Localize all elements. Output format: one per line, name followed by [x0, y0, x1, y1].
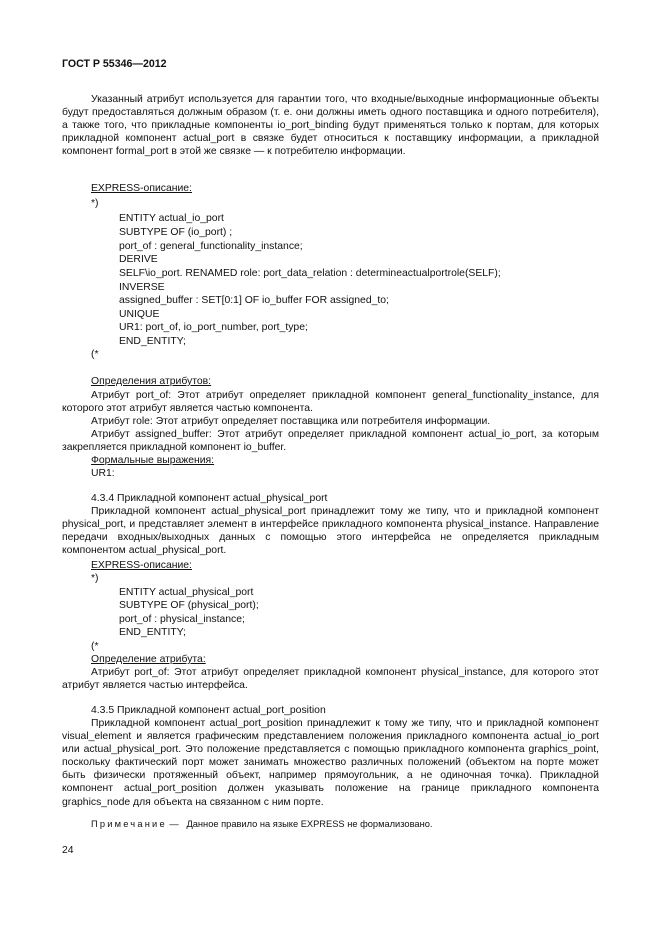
intro-paragraph: Указанный атрибут используется для гарантии того, что входные/выходные информационные объекты будут предоставляться должным образом (т. е. они должны иметь одного поставщика и одного потребителя), а также того, что прикладные компоненты io_port_binding будут применяться только к портам, для которых прикладной компонент actual_port в связке будет относиться к поставщику информации, а прикладной компонент formal_port в этой же связке — к потребителю информации.: [62, 94, 599, 158]
express-open-1: *): [91, 198, 99, 209]
note-dash: —: [169, 819, 179, 829]
def-port-of: Атрибут port_of: Этот атрибут определяет прикладной компонент general_functionality_instance, для которого этот атрибут является частью компонента.: [62, 390, 599, 415]
code-line: assigned_buffer : SET[0:1] OF io_buffer FOR assigned_to;: [119, 295, 389, 306]
code-line: ENTITY actual_io_port: [119, 213, 224, 224]
code-line: DERIVE: [119, 254, 158, 265]
express-close-2: (*: [91, 641, 99, 652]
code-line: UR1: port_of, io_port_number, port_type;: [119, 322, 308, 333]
section-4-3-4-text: Прикладной компонент actual_physical_port принадлежит тому же типу, что и прикладной компонент physical_port, и представляет элемент в интерфейсе прикладного компонента physical_instance. Направление передачи входных/выходных данных с помощью этого интерфейса не определяется прикладным компонентом actual_physical_port.: [62, 506, 599, 557]
def-physical-port-of: Атрибут port_of: Этот атрибут определяет прикладной компонент physical_instance, для которого этот атрибут является частью интерфейса.: [62, 667, 599, 692]
document-header: ГОСТ Р 55346—2012: [62, 58, 167, 70]
code-line: SUBTYPE OF (io_port) ;: [119, 227, 233, 238]
attribute-definition-title: Определение атрибута:: [91, 654, 206, 665]
ur1-label: UR1:: [91, 468, 115, 479]
note-text: Данное правило на языке EXPRESS не формализовано.: [186, 819, 433, 829]
note: [91, 819, 432, 829]
def-assigned-buffer: Атрибут assigned_buffer: Этот атрибут определяет прикладной компонент actual_io_port, за которым закрепляется прикладной компонент io_buffer.: [62, 429, 599, 454]
code-line: SELF\io_port. RENAMED role: port_data_relation : determineactualportrole(SELF);: [119, 268, 501, 279]
code-line: END_ENTITY;: [119, 627, 186, 638]
code-line: port_of : physical_instance;: [119, 614, 245, 625]
code-line: port_of : general_functionality_instance;: [119, 241, 303, 252]
code-line: END_ENTITY;: [119, 336, 186, 347]
section-4-3-5-text: Прикладной компонент actual_port_position принадлежит к тому же типу, что и прикладной компонент visual_element и является графическим представлением положения прикладного компонента actual_io_port или actual_physical_port. Это положение представляется с помощью прикладного компонента graphics_point, поскольку фактический порт может занимать множество различных положений (объектом на порте может быть физически протяженный объект, например прямоугольник, а не одиночная точка). Прикладной компонент actual_port_position должен указывать положение на границе прикладного компонента graphics_node для объекта на связанном с ним порте.: [62, 718, 599, 808]
code-line: ENTITY actual_physical_port: [119, 587, 254, 598]
section-4-3-4-heading: 4.3.4 Прикладной компонент actual_physical_port: [91, 493, 328, 504]
code-line: SUBTYPE OF (physical_port);: [119, 600, 259, 611]
page-number: 24: [62, 845, 74, 856]
express-title-1: EXPRESS-описание:: [91, 183, 192, 194]
def-role: Атрибут role: Этот атрибут определяет поставщика или потребителя информации.: [91, 416, 491, 427]
formal-expressions-title: Формальные выражения:: [91, 455, 215, 466]
section-4-3-5-heading: 4.3.5 Прикладной компонент actual_port_position: [91, 705, 326, 716]
attribute-definitions-title: Определения атрибутов:: [91, 376, 212, 387]
express-title-2: EXPRESS-описание:: [91, 560, 192, 571]
express-close-1: (*: [91, 349, 99, 360]
note-label: Примечание: [91, 819, 167, 829]
express-open-2: *): [91, 573, 99, 584]
code-line: UNIQUE: [119, 309, 160, 320]
code-line: INVERSE: [119, 282, 165, 293]
